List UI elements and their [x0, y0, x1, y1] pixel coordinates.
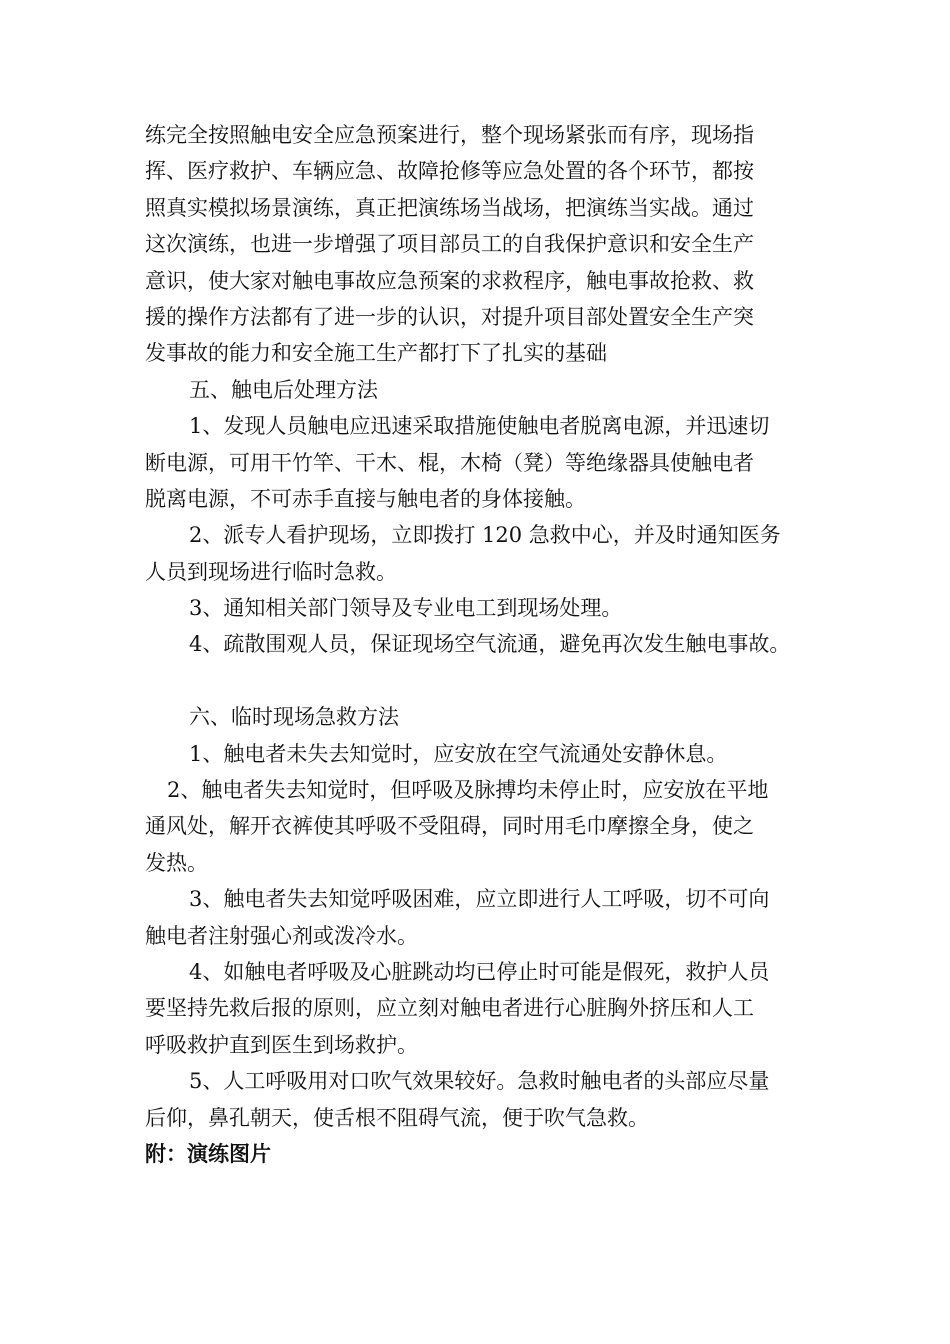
- text-line: 挥、医疗救护、车辆应急、故障抢修等应急处置的各个环节，都按: [145, 159, 754, 184]
- document-body: [145, 117, 825, 1172]
- section6-item-1: [145, 736, 825, 772]
- text-line: 后仰，鼻孔朝天，使舌根不阻碍气流，便于吹气急救。: [145, 1105, 649, 1130]
- text-line: 意识，使大家对触电事故应急预案的求救程序，触电事故抢救、救: [145, 268, 754, 293]
- intro-paragraph: [145, 117, 825, 372]
- text-line: 断电源，可用干竹竿、干木、棍，木椅（凳）等绝缘器具使触电者: [145, 450, 754, 475]
- section5-item-3: [145, 590, 825, 626]
- section6-item-2: [145, 772, 825, 881]
- text-line: 3、触电者失去知觉呼吸困难，应立即进行人工呼吸，切不可向: [189, 887, 770, 912]
- text-line: 人员到现场进行临时急救。: [145, 559, 397, 584]
- section6-heading: 六、临时现场急救方法: [189, 705, 399, 730]
- text-line: 脱离电源，不可赤手直接与触电者的身体接触。: [145, 486, 586, 511]
- text-line: 发热。: [145, 850, 208, 875]
- text-line: 2、触电者失去知觉时，但呼吸及脉搏均未停止时，应安放在平地: [167, 778, 769, 803]
- text-line: 4、疏散围观人员，保证现场空气流通，避免再次发生触电事故。: [189, 632, 791, 657]
- text-line: 4、如触电者呼吸及心脏跳动均已停止时可能是假死，救护人员: [189, 959, 770, 984]
- section6-item-3: [145, 881, 825, 954]
- section5-item-4: [145, 626, 825, 662]
- text-line: 练完全按照触电安全应急预案进行，整个现场紧张而有序，现场指: [145, 123, 754, 147]
- section5-item-1: [145, 408, 825, 517]
- section5-item-2: [145, 517, 825, 590]
- text-line: 呼吸救护直到医生到场救护。: [145, 1032, 418, 1057]
- text-line: 2、派专人看护现场，立即拨打 120 急救中心，并及时通知医务: [189, 523, 781, 548]
- text-line: 发事故的能力和安全施工生产都打下了扎实的基础: [145, 341, 607, 366]
- text-line: 3、通知相关部门领导及专业电工到现场处理。: [189, 596, 623, 621]
- text-line: 照真实模拟场景演练，真正把演练场当战场，把演练当实战。通过: [145, 195, 754, 220]
- text-line: 这次演练，也进一步增强了项目部员工的自我保护意识和安全生产: [145, 232, 754, 257]
- text-line: 5、人工呼吸用对口吹气效果较好。急救时触电者的头部应尽量: [189, 1069, 770, 1094]
- section6-item-5: [145, 1063, 825, 1136]
- text-line: 1、触电者未失去知觉时，应安放在空气流通处安静休息。: [189, 741, 728, 766]
- text-line: 触电者注射强心剂或泼冷水。: [145, 923, 418, 948]
- section5-heading: 五、触电后处理方法: [189, 377, 378, 402]
- appendix-heading: 附：演练图片: [145, 1141, 271, 1166]
- text-line: 援的操作方法都有了进一步的认识，对提升项目部处置安全生产突: [145, 304, 754, 329]
- text-line: 通风处，解开衣裤使其呼吸不受阻碍，同时用毛巾摩擦全身，使之: [145, 814, 754, 839]
- text-line: 要坚持先救后报的原则，应立刻对触电者进行心脏胸外挤压和人工: [145, 996, 754, 1021]
- text-line: 1、发现人员触电应迅速采取措施使触电者脱离电源，并迅速切: [189, 414, 770, 439]
- blank-line: [145, 663, 825, 699]
- section6-item-4: [145, 954, 825, 1063]
